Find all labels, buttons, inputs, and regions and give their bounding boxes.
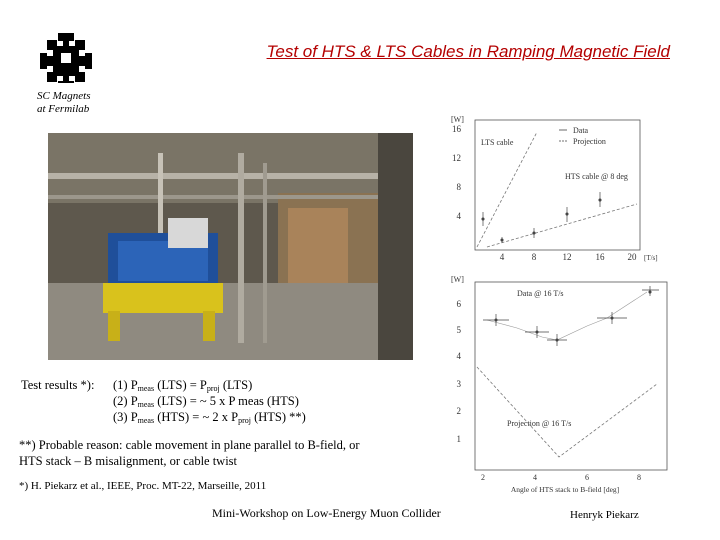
- bottom-x-tick-4: 4: [533, 473, 537, 482]
- results-intro: Test results *):: [21, 378, 95, 392]
- bottom-x-tick-6: 6: [585, 473, 589, 482]
- bottom-y-tick-3: 3: [456, 379, 461, 389]
- legend-data: Data: [573, 126, 589, 135]
- top-x-tick-8: 8: [531, 252, 537, 262]
- result-line-1: (1) $P_{meas}$ $(LTS) = P_{proj}$ (LTS): [113, 378, 253, 393]
- footer-author: Henryk Piekarz: [570, 509, 639, 521]
- top-plot-unit-y: [W]: [451, 115, 464, 124]
- bottom-y-tick-6: 6: [456, 299, 461, 309]
- bottom-y-tick-2: 2: [456, 406, 461, 416]
- test-setup-photo: [48, 133, 413, 360]
- subtitle-fermilab: at Fermilab: [37, 103, 90, 115]
- top-plot-data-points: [482, 192, 601, 243]
- fermilab-logo: [40, 33, 92, 83]
- top-plot-y-ticks: [452, 124, 462, 221]
- bottom-plot-y-ticks: [457, 299, 462, 444]
- bottom-plot-unit-y: [W]: [451, 275, 464, 284]
- result-line-2: (2) $P_{meas}$ (LTS) = ~ 5 x P meas (HTS): [113, 394, 299, 409]
- bottom-x-tick-8: 8: [637, 473, 641, 482]
- slide-title: Test of HTS & LTS Cables in Ramping Magnetic Field: [266, 42, 670, 61]
- top-x-tick-12: 12: [562, 252, 572, 262]
- reason-line-2: HTS stack – B misalignment, or cable twist: [19, 454, 238, 468]
- top-y-tick-8: 8: [456, 182, 461, 192]
- footer-workshop: Mini-Workshop on Low-Energy Muon Collider: [212, 506, 441, 520]
- top-plot-unit-x: [T/s]: [644, 254, 658, 262]
- top-plot-x-ticks: [500, 252, 637, 262]
- power-vs-angle-plot: [447, 272, 670, 500]
- top-y-tick-16: 16: [452, 124, 461, 134]
- top-y-tick-4: 4: [456, 211, 461, 221]
- top-x-tick-20: 20: [627, 252, 637, 262]
- bottom-plot-xlabel: Angle of HTS stack to B-field [deg]: [510, 485, 620, 494]
- label-projection-16: Projection @ 16 T/s: [507, 419, 572, 428]
- bottom-plot-data-points: [483, 286, 659, 346]
- subtitle-sc-magnets: SC Magnets: [37, 90, 91, 102]
- label-hts-cable: HTS cable @ 8 deg: [565, 172, 628, 181]
- reason-line-1: **) Probable reason: cable movement in plane parallel to B-field, or: [19, 438, 360, 452]
- label-lts-cable: LTS cable: [481, 138, 514, 147]
- result-line-3: (3) $P_{meas}$ (HTS) = ~ 2 x $P_{proj}$ (HTS) **): [113, 410, 306, 425]
- label-data-16: Data @ 16 T/s: [517, 289, 564, 298]
- bottom-plot-x-ticks: [481, 473, 641, 482]
- bottom-x-tick-2: 2: [481, 473, 485, 482]
- top-x-tick-4: 4: [499, 252, 505, 262]
- power-vs-ramp-rate-plot: [447, 112, 670, 275]
- bottom-y-tick-5: 5: [456, 325, 461, 335]
- top-x-tick-16: 16: [595, 252, 605, 262]
- bottom-y-tick-4: 4: [456, 351, 461, 361]
- reference-note: *) H. Piekarz et al., IEEE, Proc. MT-22, Marseille, 2011: [19, 480, 267, 492]
- top-y-tick-12: 12: [452, 153, 461, 163]
- legend-projection: Projection: [573, 137, 606, 146]
- bottom-y-tick-1: 1: [456, 434, 461, 444]
